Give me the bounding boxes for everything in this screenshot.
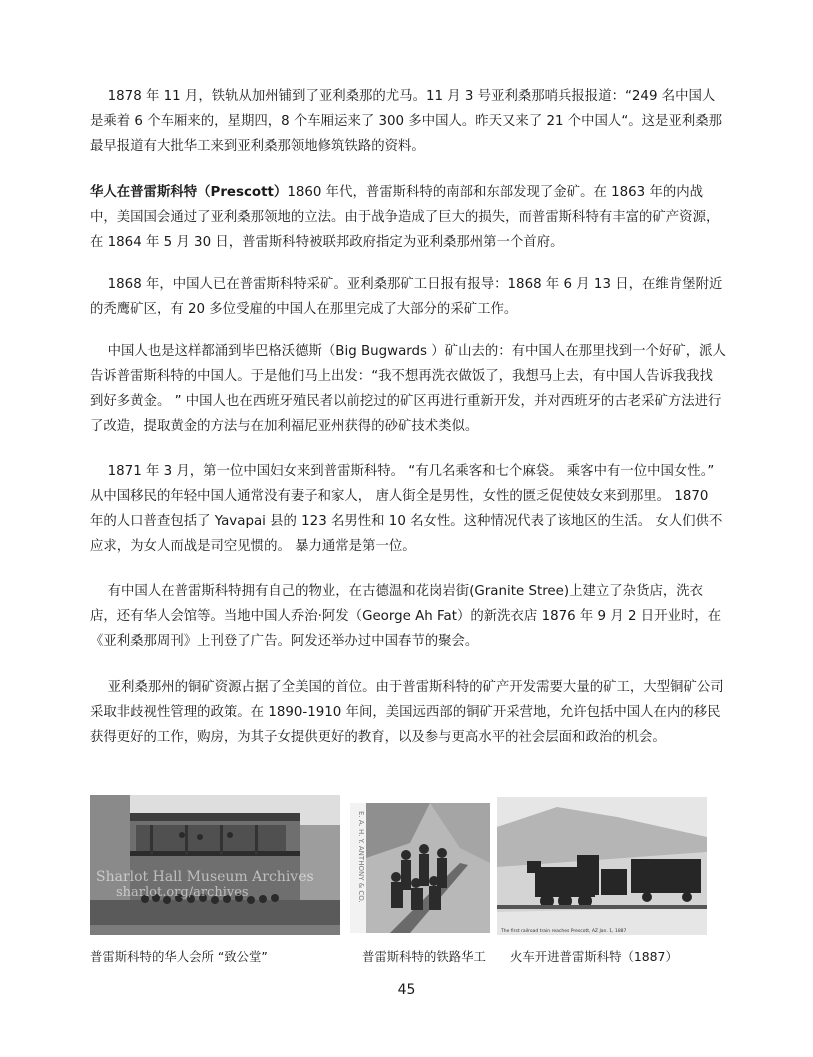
paragraph-4: [90, 339, 726, 439]
paragraph-2-text: 1860 年代，普雷斯科特的南部和东部发现了金矿。在 1863 年的内战中，美国国会通过了亚利桑那领地的立法。由于战争造成了巨大的损失，而普雷斯科特有丰富的矿产资源，在 1864 年 5 月 30 日，普雷斯科特被联邦政府指定为亚利桑那州第一个首府。: [90, 185, 720, 250]
paragraph-1: [90, 84, 726, 159]
paragraph-4-text: 中国人也是这样都涌到毕巴格沃德斯（Big Bugwards ）矿山去的：有中国人在那里找到一个好矿，派人告诉普雷斯科特的中国人。于是他们马上出发：“我不想再洗衣做饭了，我想马上去，有中国人告诉我我找到好多黄金。 ” 中国人也在西班牙殖民者以前挖过的矿区再进行重新开发，并对西班牙的古老采矿方法进行了改造，提取黄金的方法与在加利福尼亚州获得的砂矿技术类似。: [90, 344, 726, 434]
train-photo-caption: The first railroad train reaches Prescott, AZ Jan. 1, 1887: [501, 929, 627, 934]
hall-watermark-line-2: sharlot.org/archives: [116, 885, 249, 900]
paragraph-2: [90, 180, 726, 255]
hall-caption: 普雷斯科特的华人会所 “致公堂”: [90, 949, 268, 964]
train-arrival-photo: [497, 797, 707, 935]
train-caption: 火车开进普雷斯科特（1887）: [510, 949, 678, 964]
paragraph-6-text: 有中国人在普雷斯科特拥有自己的物业，在古德温和花岗岩街(Granite Stree)上建立了杂货店，洗衣店，还有华人会馆等。当地中国人乔治·阿发（George Ah Fat）的新洗衣店 1876 年 9 月 2 日开业时，在《亚利桑那周刊》上刊登了广告。阿发还举办过中国春节的聚会。: [90, 584, 722, 649]
railroad-workers-photo: [350, 803, 490, 933]
paragraph-6: [90, 579, 726, 654]
railroad-side-text: E. A. H. Y. ANTHONY & CO.: [357, 811, 365, 903]
paragraph-1-text: 1878 年 11 月，铁轨从加州铺到了亚利桑那的尤马。11 月 3 号亚利桑那哨兵报报道：“249 名中国人是乘着 6 个车厢来的，星期四，8 个车厢运来了 300 多中国人。昨天又来了 21 个中国人“。这是亚利桑那最早报道有大批华工来到亚利桑那领地修筑铁路的资料。: [90, 89, 722, 154]
paragraph-5: [90, 459, 726, 559]
page-number: 45: [397, 982, 416, 998]
paragraph-7-text: 亚利桑那州的铜矿资源占据了全美国的首位。由于普雷斯科特的矿产开发需要大量的矿工，大型铜矿公司采取非歧视性管理的政策。在 1890-1910 年间，美国远西部的铜矿开采营地，允许包括中国人在内的移民获得更好的工作，购房，为其子女提供更好的教育，以及参与更高水平的社会层面和政治的机会。: [90, 680, 724, 745]
paragraph-7: [90, 675, 726, 750]
chinese-hall-photo: [90, 795, 340, 935]
paragraph-2-heading: 华人在普雷斯科特（Prescott）: [90, 185, 288, 200]
paragraph-5-text: 1871 年 3 月，第一位中国妇女来到普雷斯科特。 “有几名乘客和七个麻袋。 乘客中有一位中国女性。” 从中国移民的年轻中国人通常没有妻子和家人， 唐人街全是男性，女性的匮乏促使妓女来到那里。 1870 年的人口普查包括了 Yavapai 县的 123 名男性和 10 名女性。这种情况代表了该地区的生活。 女人们供不应求，为女人而战是司空见惯的。 暴力通常是第一位。: [90, 464, 723, 554]
hall-watermark-line-1: Sharlot Hall Museum Archives: [96, 869, 314, 885]
workers-caption: 普雷斯科特的铁路华工: [362, 949, 486, 964]
paragraph-3-text: 1868 年，中国人已在普雷斯科特采矿。亚利桑那矿工日报有报导：1868 年 6 月 13 日，在维肯堡附近的秃鹰矿区，有 20 多位受雇的中国人在那里完成了大部分的采矿工作。: [90, 277, 723, 317]
paragraph-3: [90, 272, 726, 322]
